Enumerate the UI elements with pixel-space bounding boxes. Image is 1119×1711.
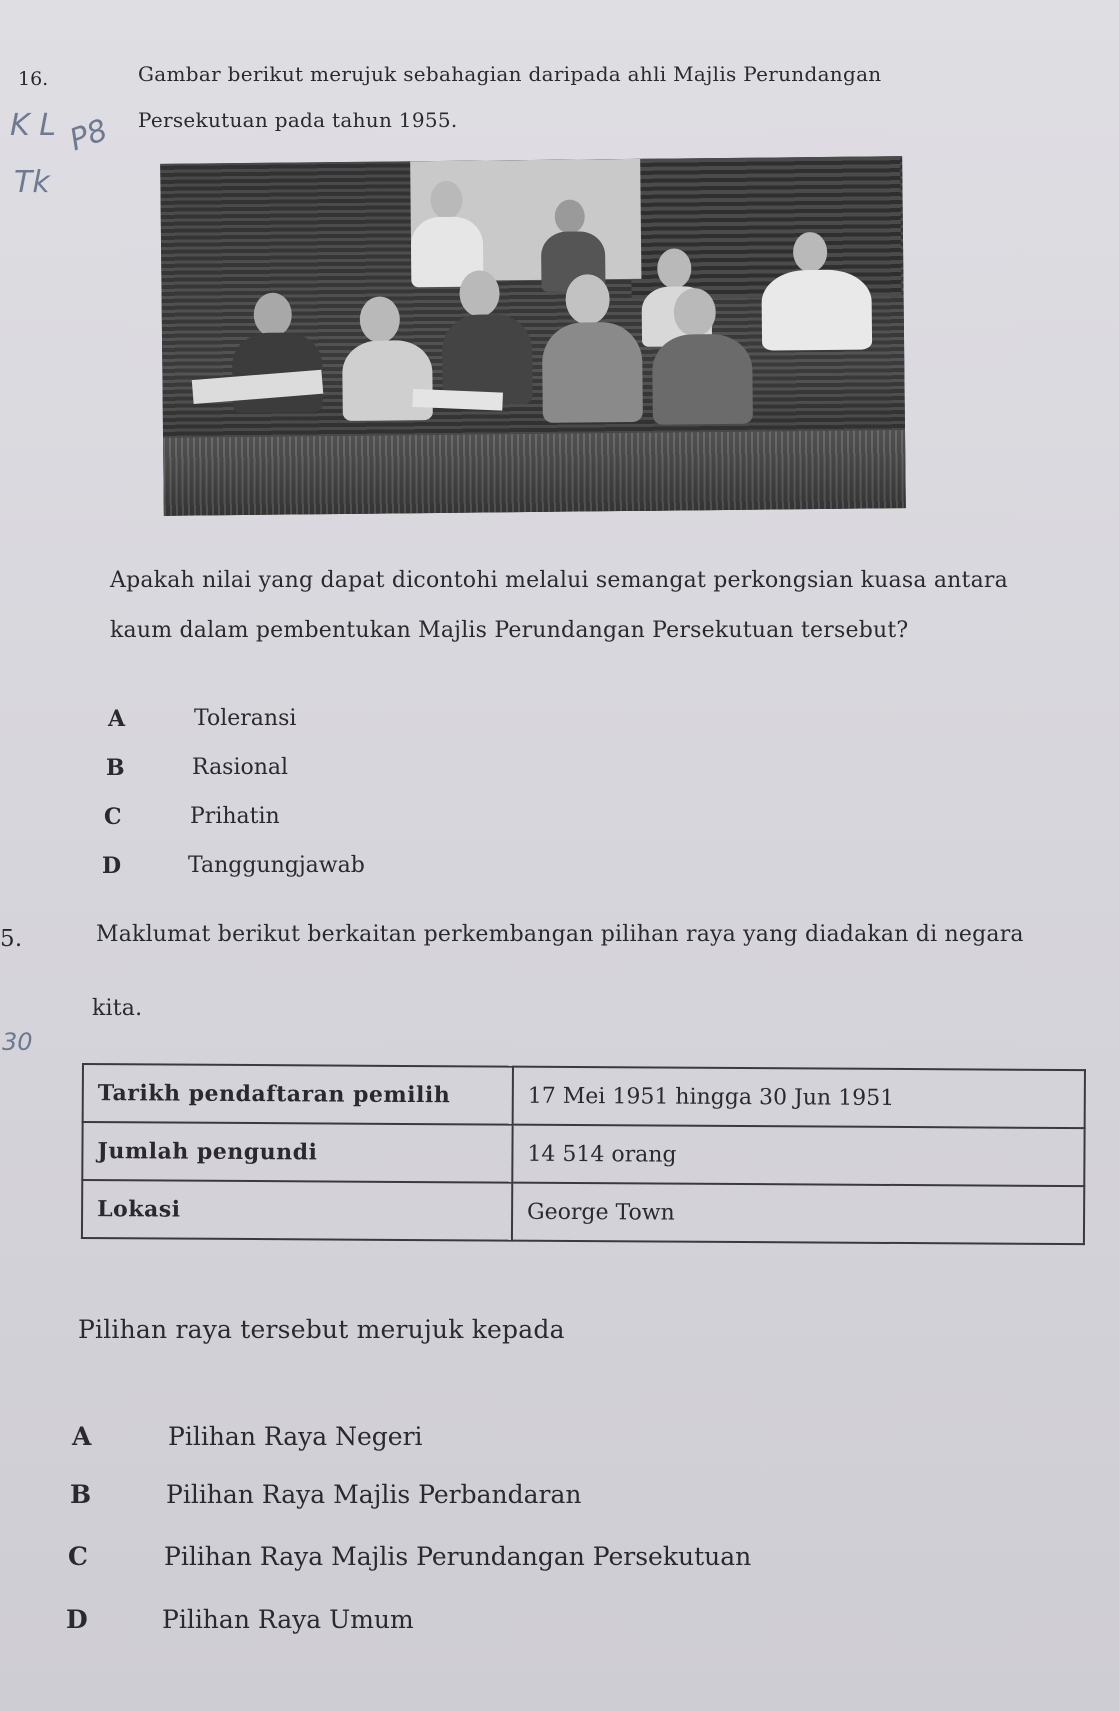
option-text: Pilihan Raya Majlis Perbandaran xyxy=(166,1480,582,1509)
question-number: 16. xyxy=(18,68,49,90)
table-row xyxy=(82,1180,1084,1244)
option-text: Pilihan Raya Umum xyxy=(162,1605,414,1634)
question-stem: kita. xyxy=(92,996,143,1021)
option-letter: B xyxy=(106,755,125,781)
option-letter: A xyxy=(108,706,126,732)
option-b[interactable] xyxy=(106,755,289,781)
handwritten-note: P8 xyxy=(65,112,113,159)
table-row xyxy=(83,1064,1085,1128)
option-letter: C xyxy=(68,1542,88,1571)
option-c[interactable] xyxy=(104,804,280,830)
table-value: 14 514 orang xyxy=(512,1125,1084,1186)
question-stem: Gambar berikut merujuk sebahagian daripada ahli Majlis Perundangan xyxy=(138,62,882,86)
option-a[interactable] xyxy=(108,706,297,732)
table-label: Lokasi xyxy=(82,1180,512,1241)
handwritten-note: K L xyxy=(10,108,56,143)
option-c[interactable] xyxy=(68,1542,752,1571)
option-letter: A xyxy=(72,1422,92,1451)
question-prompt: Apakah nilai yang dapat dicontohi melalui semangat perkongsian kuasa antara xyxy=(110,568,1008,593)
question-number: 5. xyxy=(0,926,23,952)
handwritten-note: Tk xyxy=(14,165,50,200)
council-photo xyxy=(160,156,906,516)
table-label: Jumlah pengundi xyxy=(82,1122,512,1183)
option-text: Tanggungjawab xyxy=(188,853,365,878)
table-value: 17 Mei 1951 hingga 30 Jun 1951 xyxy=(513,1067,1085,1128)
question-prompt: kaum dalam pembentukan Majlis Perundangan Persekutuan tersebut? xyxy=(110,618,909,643)
election-info-table xyxy=(81,1063,1086,1245)
handwritten-note: 30 xyxy=(2,1028,33,1056)
option-text: Prihatin xyxy=(190,804,280,829)
table-label: Tarikh pendaftaran pemilih xyxy=(83,1064,513,1125)
table-value: George Town xyxy=(512,1183,1084,1244)
question-prompt: Pilihan raya tersebut merujuk kepada xyxy=(78,1315,565,1344)
option-text: Pilihan Raya Majlis Perundangan Persekutuan xyxy=(164,1542,752,1571)
question-stem: Maklumat berikut berkaitan perkembangan pilihan raya yang diadakan di negara xyxy=(96,922,1024,947)
option-a[interactable] xyxy=(72,1422,423,1451)
option-letter: C xyxy=(104,804,122,830)
question-stem: Persekutuan pada tahun 1955. xyxy=(138,108,458,132)
option-b[interactable] xyxy=(70,1480,582,1509)
option-text: Rasional xyxy=(192,755,289,780)
option-letter: D xyxy=(66,1605,88,1634)
option-letter: D xyxy=(102,853,122,879)
option-letter: B xyxy=(70,1480,92,1509)
option-d[interactable] xyxy=(102,853,365,879)
option-d[interactable] xyxy=(66,1605,414,1634)
option-text: Pilihan Raya Negeri xyxy=(168,1422,423,1451)
option-text: Toleransi xyxy=(194,706,297,731)
table-row xyxy=(82,1122,1084,1186)
